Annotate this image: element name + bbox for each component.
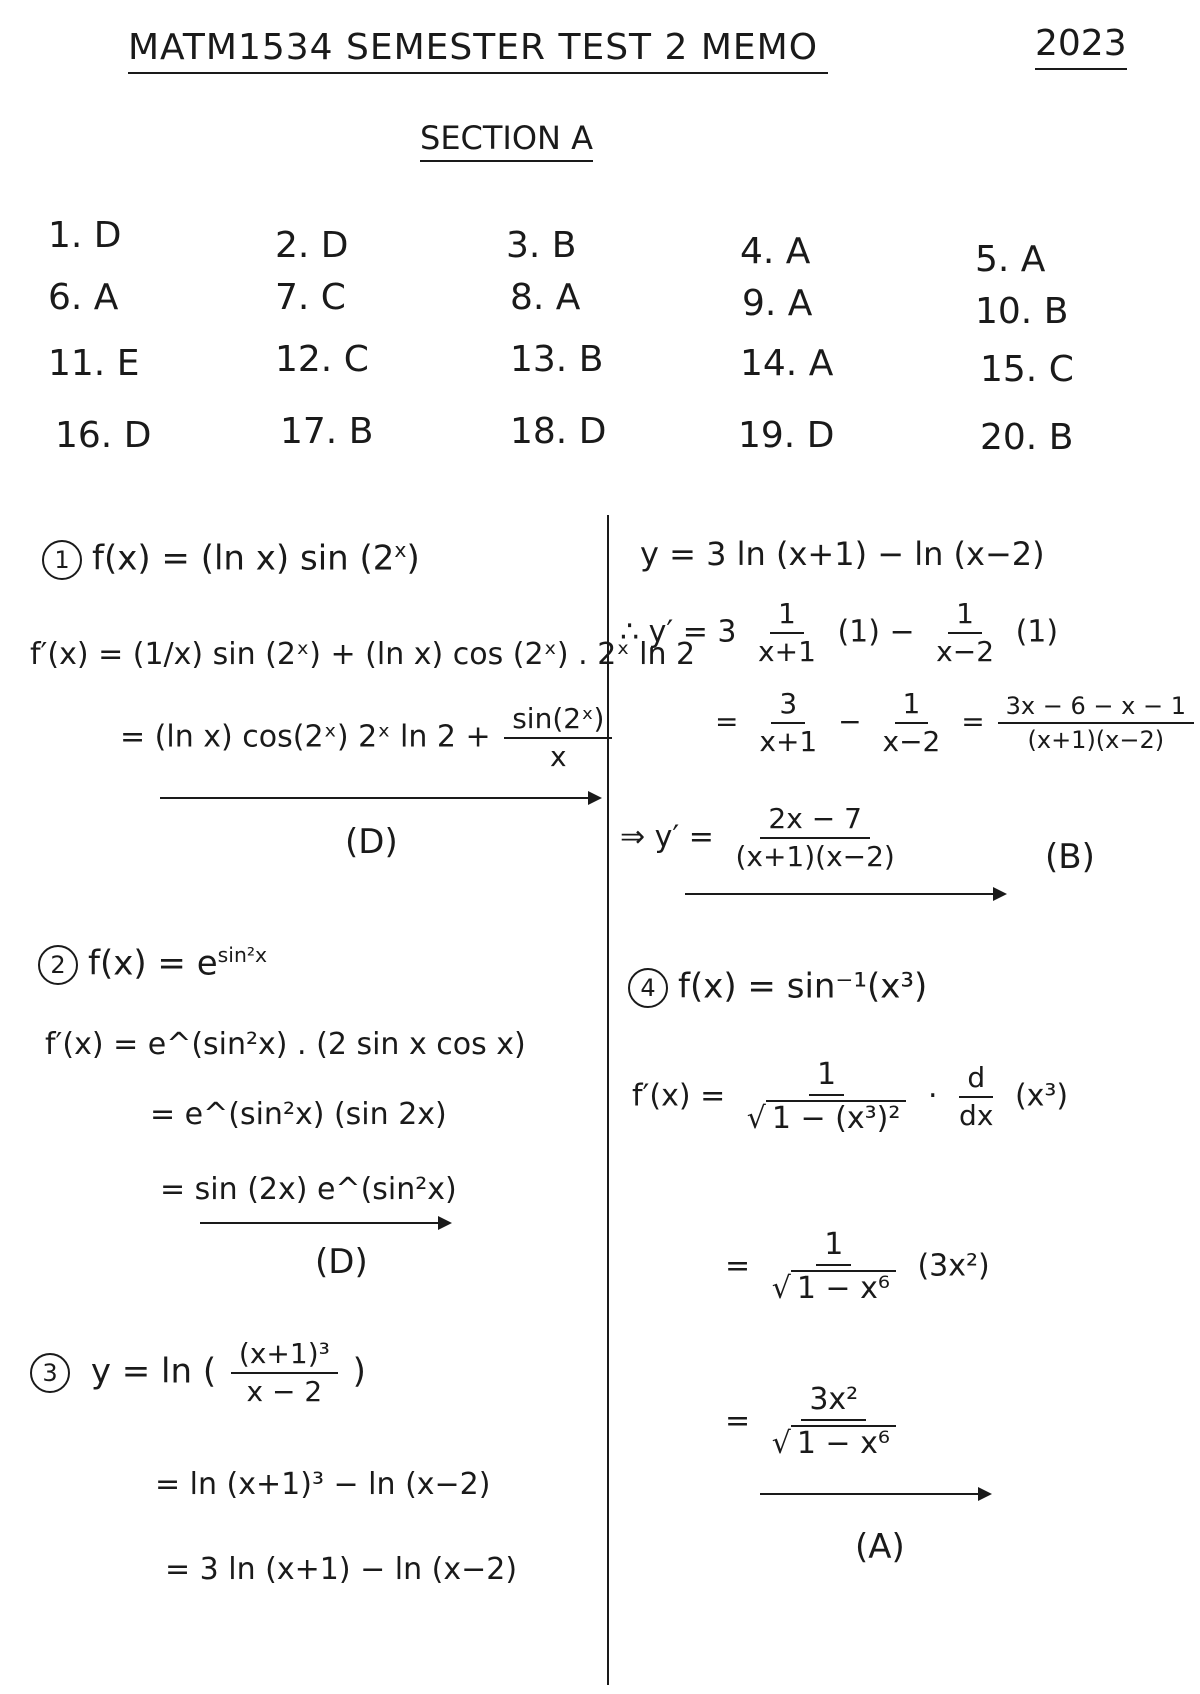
answer-item: 15. C [980,349,1074,390]
q2-number: 2 [38,945,78,985]
q3-r-line1: y = 3 ln (x+1) − ln (x−2) [640,535,1045,573]
memo-title: MATM1534 SEMESTER TEST 2 MEMO [128,30,828,74]
answer-item: 7. C [275,277,346,318]
answer-item: 4. A [740,231,811,272]
answer-item: 1. D [48,215,122,256]
answer-item: 9. A [742,283,813,324]
q4-line2: f′(x) = $\frac{1}{\text{√ 1 − (x³)²}}$ · $\frac{d}{dx}$ (x³) [632,1057,1069,1136]
q3-r-line4: ⇒ y′ = $\frac{2x - 7}{(x+1)(x-2)}$ [620,802,895,873]
answer-item: 10. B [975,291,1069,332]
q3-r-line2: ∴ y′ = 3 $\frac{1}{x+1}$ (1) − $\frac{1}{x-2}$ (1) [620,597,1059,668]
answer-item: 14. A [740,343,834,384]
q1-line3: = (ln x) cos(2ˣ) 2ˣ ln 2 + $\frac{\text{sin(2ˣ)}}{x}$ [120,705,616,771]
q4-line4: = $\frac{\text{3x²}}{\text{√ 1 − x⁶}}$ [725,1385,908,1459]
q4-number: 4 [628,968,668,1008]
q4-answer: (A) [855,1527,905,1567]
answer-item: 6. A [48,277,119,318]
q1-line1: 1 f(x) = (ln x) sin (2$^x$) [42,540,420,580]
q1-answer: (D) [345,822,398,862]
answer-item: 17. B [280,411,374,452]
q3-answer: (B) [1045,837,1095,877]
answer-item: 8. A [510,277,581,318]
q3-line2: = ln (x+1)³ − ln (x−2) [155,1467,491,1502]
answer-item: 16. D [55,415,152,456]
q3-number: 3 [30,1353,70,1393]
q2-result-arrow [200,1222,450,1224]
q4-line1: 4 f(x) = sin⁻¹(x³) [628,968,927,1008]
answer-item: 11. E [48,343,140,384]
q3-result-arrow [685,893,1005,895]
q2-answer: (D) [315,1242,368,1282]
q2-line4: = sin (2x) e^(sin²x) [160,1172,457,1207]
answer-item: 3. B [506,225,577,266]
memo-year: 2023 [1035,26,1127,70]
q4-line3: = $\frac{1}{\text{√ 1 − x⁶}}$ (3x²) [725,1227,990,1306]
q1-result-arrow [160,797,600,799]
answer-item: 19. D [738,415,835,456]
answer-item: 13. B [510,339,604,380]
column-divider [607,515,609,1685]
q3-line3: = 3 ln (x+1) − ln (x−2) [165,1552,518,1587]
q2-line2: f′(x) = e^(sin²x) . (2 sin x cos x) [45,1027,526,1062]
q3-line1: 3 y = ln ( $\frac{\text{(x+1)³}}{x - 2}$ ) [30,1340,366,1406]
q3-r-line3: = $\frac{3}{x+1}$ − $\frac{1}{x-2}$ = $\frac{3x - 6 - x - 1}{(x+1)(x-2)}$ [715,690,1198,756]
section-a-title: SECTION A [420,122,593,162]
answer-item: 18. D [510,411,607,452]
q2-line1: 2 $f(x) = e^{sin^2x}$ [38,945,267,985]
answer-item: 5. A [975,239,1046,280]
answer-item: 20. B [980,417,1074,458]
q1-number: 1 [42,540,82,580]
q1-line2: f′(x) = (1/x) sin (2ˣ) + (ln x) cos (2ˣ) . 2ˣ ln 2 [30,637,696,672]
answer-item: 12. C [275,339,369,380]
answer-item: 2. D [275,225,349,266]
q4-result-arrow [760,1493,990,1495]
q2-line3: = e^(sin²x) (sin 2x) [150,1097,447,1132]
